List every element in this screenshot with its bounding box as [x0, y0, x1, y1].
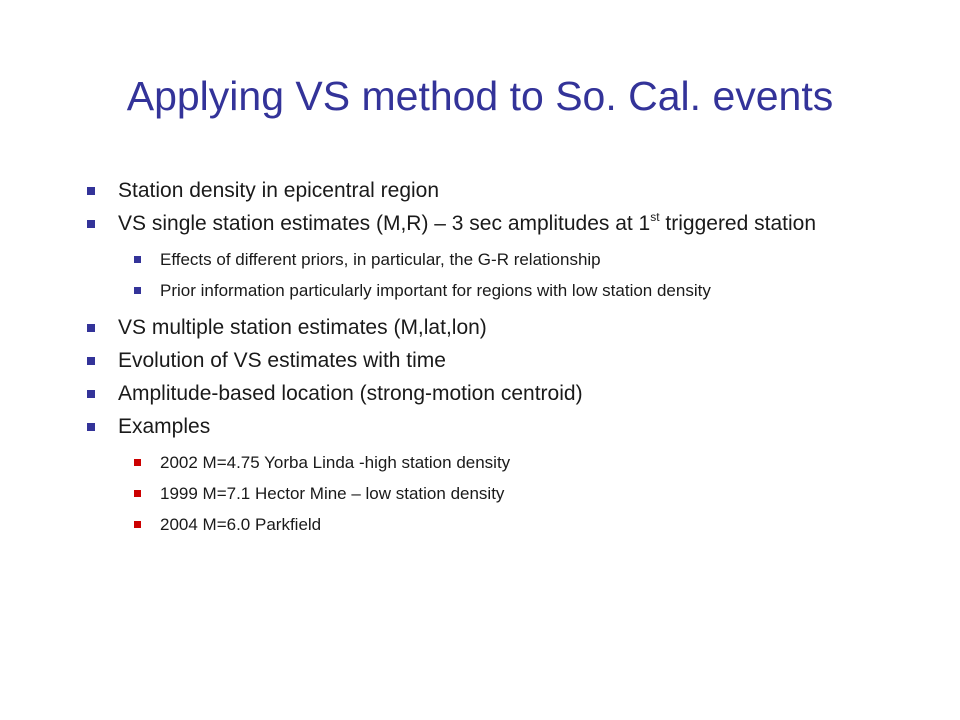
- square-bullet-icon: [87, 324, 95, 332]
- example-item: [132, 514, 850, 535]
- sub-bullet-text: Prior information particularly important for regions with low station density: [160, 281, 711, 300]
- bullet-text: Examples: [118, 415, 211, 438]
- square-bullet-icon: [134, 490, 141, 497]
- bullet-list: [84, 178, 884, 545]
- square-bullet-icon: [134, 287, 141, 294]
- sub-bullet-item: [132, 280, 850, 301]
- bullet-item: [84, 211, 884, 237]
- square-bullet-icon: [87, 187, 95, 195]
- square-bullet-icon: [134, 521, 141, 528]
- bullet-item: [84, 381, 884, 407]
- bullet-item: [84, 348, 884, 374]
- bullet-superscript: st: [650, 210, 660, 224]
- bullet-text: VS multiple station estimates (M,lat,lon): [118, 316, 487, 339]
- example-text: 2002 M=4.75 Yorba Linda -high station density: [160, 453, 511, 472]
- square-bullet-icon: [87, 220, 95, 228]
- bullet-item: [84, 414, 884, 440]
- example-item: [132, 452, 850, 473]
- sub-bullet-item: [132, 249, 850, 270]
- square-bullet-icon: [87, 357, 95, 365]
- bullet-text-continued: triggered station: [659, 212, 817, 235]
- bullet-text: VS single station estimates (M,R) – 3 sec amplitudes at 1: [118, 212, 651, 235]
- square-bullet-icon: [134, 256, 141, 263]
- sub-bullet-text: Effects of different priors, in particular, the G-R relationship: [160, 250, 601, 269]
- example-item: [132, 483, 850, 504]
- bullet-text: Amplitude-based location (strong-motion centroid): [118, 382, 583, 405]
- example-text: 2004 M=6.0 Parkfield: [160, 515, 322, 534]
- example-text: 1999 M=7.1 Hector Mine – low station density: [160, 484, 505, 503]
- bullet-item: [84, 315, 884, 341]
- bullet-text: Evolution of VS estimates with time: [118, 349, 446, 372]
- slide-title: Applying VS method to So. Cal. events: [126, 73, 834, 119]
- square-bullet-icon: [134, 459, 141, 466]
- square-bullet-icon: [87, 423, 95, 431]
- square-bullet-icon: [87, 390, 95, 398]
- bullet-text: Station density in epicentral region: [118, 179, 440, 202]
- bullet-item: [84, 178, 884, 204]
